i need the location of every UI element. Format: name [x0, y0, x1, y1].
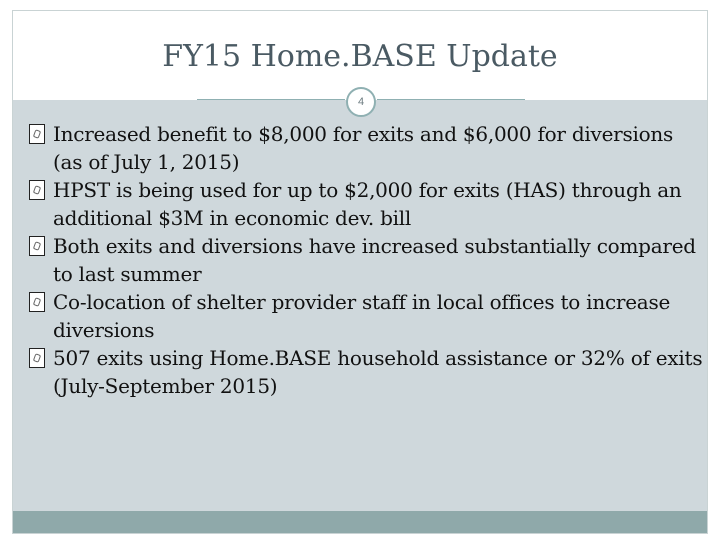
missing-character-box-icon — [29, 180, 45, 200]
slide-number: 4 — [357, 96, 365, 108]
bullet-item — [29, 232, 707, 288]
missing-character-box-icon — [29, 292, 45, 312]
bullet-item — [29, 176, 707, 232]
content-panel — [13, 100, 707, 511]
bullet-item — [29, 344, 707, 400]
bullet-text: 507 exits using Home.BASE household assistance or 32% of exits (July-September 2015) — [53, 346, 703, 398]
bullet-text: Co-location of shelter provider staff in local offices to increase diversions — [53, 290, 671, 342]
slide-title: FY15 Home.BASE Update — [162, 39, 558, 74]
title-divider-left — [197, 99, 345, 100]
slide — [12, 10, 708, 534]
missing-character-box-icon — [29, 348, 45, 368]
missing-character-box-icon — [29, 236, 45, 256]
bullet-item — [29, 120, 707, 176]
missing-character-box-icon — [29, 124, 45, 144]
bullet-text: HPST is being used for up to $2,000 for exits (HAS) through an additional $3M in economic dev. bill — [53, 178, 682, 230]
bullet-item — [29, 288, 707, 344]
footer-band — [13, 511, 707, 533]
bullet-list — [29, 120, 707, 400]
bullet-text: Increased benefit to $8,000 for exits and $6,000 for diversions (as of July 1, 2015) — [53, 122, 674, 174]
title-divider-right — [377, 99, 525, 100]
slide-number-badge — [346, 87, 376, 117]
bullet-text: Both exits and diversions have increased substantially compared to last summer — [53, 234, 696, 286]
